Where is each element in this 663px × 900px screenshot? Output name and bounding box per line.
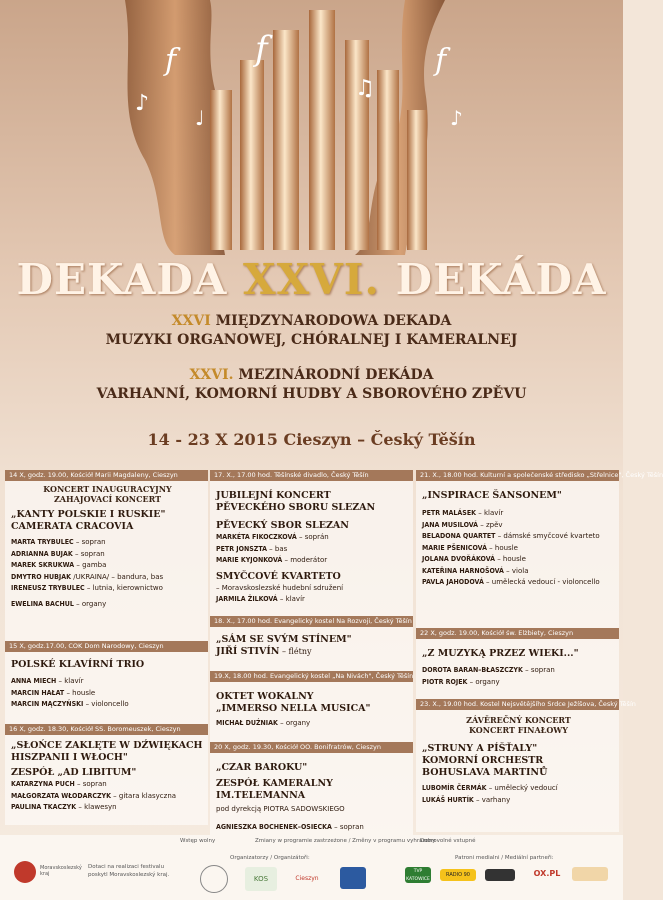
program-column-2 — [210, 470, 413, 837]
performer-role: – zpěv — [478, 520, 503, 529]
voluntary-entry-note: Dobrovolné vstupné — [420, 838, 476, 844]
performer-line — [422, 665, 615, 677]
event-card — [416, 639, 619, 699]
performer-list — [422, 508, 615, 589]
event-title: „IMMERSO NELLA MUSICA" — [216, 703, 371, 714]
event-info-bar: 14 X, godz. 19.00, Kościół Marii Magdaleny, Cieszyn — [5, 470, 208, 481]
performer-role: – gitara klasyczna — [110, 791, 177, 800]
performer-line — [422, 795, 615, 807]
performer-role: – sopran — [73, 538, 106, 546]
event-info-bar: 22 X, godz. 19.00, Kościół św. Elżbiety, Cieszyn — [416, 628, 619, 639]
violin-organ-illustration — [105, 0, 515, 255]
poster-footer — [0, 835, 623, 900]
performer-role: – umělecká vedoucí - violoncello — [483, 578, 600, 586]
performer-line — [216, 532, 409, 544]
performer-role: – dámské smyčcové kvarteto — [495, 532, 600, 540]
performer-role: – gamba — [74, 561, 107, 569]
event-title: BOHUSLAVA MARTINŮ — [422, 767, 548, 778]
event-info-bar: 20 X, godz. 19.30, Kościół OO. Bonifratrów, Cieszyn — [210, 742, 413, 753]
performer-line — [11, 791, 204, 803]
performer-name: IRENEUSZ TRYBULEC — [11, 584, 85, 592]
performer-role: – bas — [266, 544, 288, 553]
program-column-3 — [416, 470, 663, 832]
performer-name: KATARZYNA PUCH — [11, 780, 75, 788]
performer-name: AGNIESZKA BOCHENEK–OSIECKA — [216, 822, 332, 831]
funding-note: Dotaci na realizaci festivalu poskytl Moravskoslezský kraj. — [88, 864, 170, 878]
performer-role: – flétny — [279, 647, 312, 656]
performer-role: – sopran — [72, 549, 105, 558]
performer-name: MARIE PŠENICOVÁ — [422, 543, 487, 552]
tvp-logo-icon: TVP KATOWICE — [406, 869, 430, 882]
performer-name: MAREK SKRUKWA — [11, 561, 75, 569]
performer-list — [216, 718, 409, 730]
performer-line — [216, 594, 409, 606]
performer-line — [11, 676, 204, 688]
performer-role: – Moravskoslezské hudební sdružení — [216, 583, 344, 592]
event-info-bar: 18. X., 17.00 hod. Evangelický kostel Na Rozvoji, Český Těšín — [210, 616, 413, 627]
performer-name: MARTA TRYBULEC — [11, 538, 74, 546]
performer-line — [422, 543, 615, 555]
performer-list — [422, 665, 615, 688]
performer-name: MARCIN HAŁAT — [11, 688, 65, 697]
performer-line — [11, 688, 204, 700]
event-info-bar: 17. X., 17.00 hod. Těšínské divadlo, Český Těšín — [210, 470, 413, 481]
performer-role: – umělecký vedoucí — [486, 784, 558, 792]
cieszyn-logo-icon: Cieszyn — [295, 875, 319, 882]
performer-name: JANA MUSILOVÁ — [422, 520, 479, 529]
svg-text:♫: ♫ — [355, 76, 375, 101]
performer-line — [216, 555, 409, 567]
festival-dates: 14 - 23 X 2015 Cieszyn – Český Těšín — [147, 430, 476, 449]
performer-role: – housle — [64, 688, 96, 697]
media-patrons-label: Patroni medialni / Mediální partneři: — [455, 855, 554, 861]
performer-line — [11, 549, 204, 561]
event-subtitle: pod dyrekcją PIOTRA SADOWSKIEGO — [216, 805, 345, 813]
performer-role: – soprán — [296, 533, 329, 541]
performer-name: PETR JONSZTA — [216, 544, 267, 553]
event-info-bar: 16 X, godz. 18.30, Kościół SS. Boromeuszek, Cieszyn — [5, 724, 208, 735]
performer-role: /UKRAINA/ – bandura, bas — [71, 572, 164, 581]
performer-name: LUKÁŠ HURTÍK — [422, 795, 474, 804]
performer-name: ANNA MIECH — [11, 677, 57, 685]
performer-name: DMYTRO HUBJAK — [11, 572, 72, 581]
performer-line — [422, 554, 615, 566]
event-card — [210, 753, 413, 837]
oxpl-logo-icon: OX.PL — [533, 869, 561, 878]
performer-line — [11, 699, 204, 711]
event-heading: ZAHAJOVACÍ KONCERT — [53, 494, 162, 504]
performer-line — [216, 822, 409, 834]
event-title: „SŁOŃCE ZAKLĘTE W DŹWIĘKACH — [11, 740, 203, 751]
performer-name: MARCIN MĄCZYŃSKI — [11, 700, 84, 708]
event-info-bar: 23. X., 19.00 hod. Kostel Nejsvětějšího Srdce Ježíšova, Český Těšín — [416, 699, 619, 710]
polish-subtitle: XXVI MIĘDZYNARODOWA DEKADA MUZYKI ORGANOWEJ, CHÓRALNEJ I KAMERALNEJ — [105, 313, 518, 348]
event-card — [210, 682, 413, 742]
performer-name: MARKÉTA FIKOCZKOVÁ — [216, 533, 297, 541]
performer-role: – viola — [503, 566, 529, 575]
event-title: JUBILEJNÍ KONCERT — [216, 490, 331, 501]
kos-logo-icon: KOS — [245, 867, 277, 891]
performer-line — [216, 544, 409, 556]
event-info-bar: 15 X, godz.17.00, COK Dom Narodowy, Cieszyn — [5, 641, 208, 652]
performer-name: MICHAŁ DUŹNIAK — [216, 719, 278, 727]
svg-text:f: f — [165, 43, 177, 78]
performer-list — [216, 822, 409, 834]
performer-list — [216, 532, 409, 567]
program-changes-note: Zmiany w programie zastrzeżone / Změny v programu vyhrazeny — [255, 838, 436, 844]
event-heading: KONCERT INAUGURACYJNY — [43, 484, 172, 494]
svg-text:♪: ♪ — [135, 91, 150, 116]
performer-name: MAŁGORZATA WŁODARCZYK — [11, 791, 111, 800]
performer-name: PAVLA JAHODOVÁ — [422, 578, 484, 586]
event-info-bar: 21. X., 18.00 hod. Kulturní a společenské středisko „Střelnice", Český Těšín — [416, 470, 619, 481]
performer-list — [11, 779, 204, 814]
free-entry-note: Wstęp wolny — [180, 838, 216, 844]
performer-line — [11, 537, 204, 549]
event-title: ZESPÓŁ KAMERALNY IM.TELEMANNA — [216, 778, 333, 801]
event-title: KOMORNÍ ORCHESTR — [422, 755, 544, 766]
performer-role: – sopran — [522, 666, 555, 674]
performer-line — [11, 802, 204, 814]
performer-name: JIŘÍ STIVÍN — [216, 646, 280, 657]
czech-subtitle: XXVI. MEZINÁRODNÍ DEKÁDA VARHANNÍ, KOMORNÍ HUDBY A SBOROVÉHO ZPĚVU — [96, 367, 527, 402]
event-title: „CZAR BAROKU" — [216, 762, 308, 773]
performer-list — [11, 537, 204, 595]
performer-list — [216, 583, 409, 606]
performer-role: – klavír — [277, 595, 305, 603]
performer-line — [11, 560, 204, 572]
performer-name: JARMILA ŽILKOVÁ — [216, 595, 278, 603]
performer-role: – violoncello — [83, 700, 129, 708]
performer-line — [422, 531, 615, 543]
performer-name: PETR MALÁSEK — [422, 509, 477, 517]
performer-line — [422, 508, 615, 520]
event-card — [210, 627, 413, 671]
svg-text:♪: ♪ — [450, 106, 463, 130]
event-title: PĚVECKÉHO SBORU SLEZAN — [216, 502, 376, 513]
radio-logo-icon: RADIO 90 — [440, 869, 476, 881]
event-title: „STRUNY A PÍŠŤALY" — [422, 743, 538, 754]
performer-name: LUBOMÍR ČERMÁK — [422, 784, 487, 792]
performer-name: DOROTA BARAN–BŁASZCZYK — [422, 666, 523, 674]
event-title: „SÁM SE SVÝM STÍNEM" — [216, 634, 352, 645]
performer-role: – lutnia, kierownictwo — [84, 584, 163, 592]
event-title: ZESPÓŁ „AD LIBITUM" — [11, 767, 137, 778]
performer-role: – housle — [486, 543, 518, 552]
performer-name: JOLANA DVOŘÁKOVÁ — [422, 555, 495, 563]
performer-name: PAULINA TKACZYK — [11, 803, 77, 811]
event-heading: KONCERT FINAŁOWY — [468, 725, 568, 735]
program-column-1 — [5, 470, 208, 825]
partner-logo-icon — [572, 867, 608, 881]
region-name: Moravskoslezský kraj — [40, 865, 82, 877]
performer-line — [216, 646, 409, 658]
performer-line — [422, 783, 615, 795]
event-title: OKTET WOKALNY — [216, 691, 314, 702]
event-title: CAMERATA CRACOVIA — [11, 521, 134, 532]
performer-name: MARIE KYJONKOVÁ — [216, 556, 283, 564]
performer-name: KATEŘINA HARNOŠOVÁ — [422, 566, 504, 575]
svg-text:f: f — [255, 29, 268, 69]
performer-line — [216, 718, 409, 730]
performer-role: – sopran — [331, 822, 364, 831]
region-logo-icon — [14, 861, 36, 883]
organizers-label: Organizatorzy / Organizátoři: — [230, 855, 310, 861]
event-card — [5, 481, 208, 641]
performer-list — [422, 783, 615, 806]
performer-line — [11, 572, 204, 584]
performer-role: – klavír — [476, 509, 504, 517]
performer-role: – klawesyn — [76, 803, 117, 811]
event-card — [210, 481, 413, 616]
event-title: PĚVECKÝ SBOR SLEZAN — [216, 520, 349, 531]
performer-list — [11, 676, 204, 711]
performer-role: – organy — [467, 677, 500, 686]
performer-line — [11, 779, 204, 791]
performer-role: – klavír — [56, 677, 84, 685]
media-logo-icon — [485, 869, 515, 881]
svg-text:f: f — [435, 43, 447, 78]
event-heading: ZÁVĚREČNÝ KONCERT — [466, 715, 571, 725]
event-card — [5, 652, 208, 724]
event-card — [416, 710, 619, 832]
cesky-tesin-logo-icon — [340, 867, 366, 889]
performer-line — [11, 583, 204, 595]
performer-name: PIOTR ROJEK — [422, 677, 468, 686]
event-title: „INSPIRACE ŠANSONEM" — [422, 490, 562, 501]
performer-line: EWELINA BACHUL – organy — [11, 599, 107, 608]
performer-line — [422, 520, 615, 532]
performer-line — [422, 677, 615, 689]
event-title: SMYČCOVÉ KVARTETO — [216, 570, 341, 582]
performer-line — [216, 583, 409, 595]
performer-line — [422, 566, 615, 578]
performer-list — [216, 646, 409, 658]
svg-text:♩: ♩ — [195, 106, 205, 130]
performer-role: – housle — [494, 555, 526, 563]
festival-title: DEKADA XXVI. DEKÁDA — [16, 255, 607, 304]
performer-role: – sopran — [74, 780, 107, 788]
event-title: „KANTY POLSKIE I RUSKIE" — [11, 509, 166, 520]
performer-role: – moderátor — [282, 556, 328, 564]
event-card — [416, 481, 619, 628]
event-title: HISZPANII I WŁOCH" — [11, 752, 128, 763]
performer-role: – organy — [277, 719, 311, 727]
cultural-center-logo-icon — [200, 865, 228, 893]
event-info-bar: 19.X, 18.00 hod. Evangelický kostel „Na Nivách", Český Těšín — [210, 671, 413, 682]
performer-line — [422, 577, 615, 589]
performer-name: BELADONA QUARTET — [422, 532, 496, 540]
event-card — [5, 735, 208, 825]
event-title: POLSKÉ KLAVÍRNÍ TRIO — [11, 659, 145, 670]
performer-name: ADRIANNA BUJAK — [11, 549, 73, 558]
performer-role: – varhany — [473, 795, 511, 804]
event-title: „Z MUZYKĄ PRZEZ WIEKI..." — [422, 648, 579, 659]
